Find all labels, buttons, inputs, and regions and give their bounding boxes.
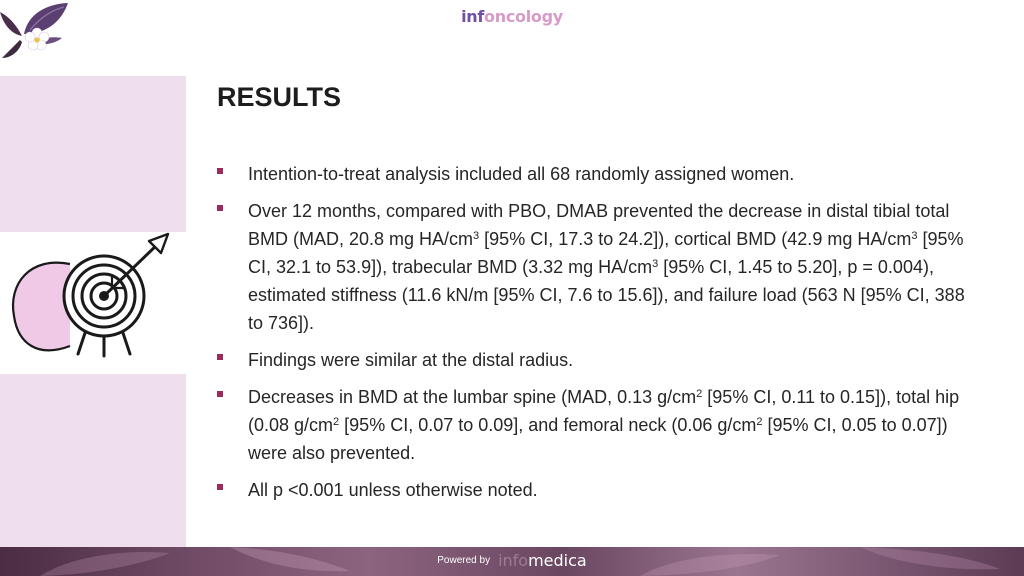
brand-logo [0, 7, 1024, 26]
footer-brand [0, 551, 1024, 571]
bullet-marker-icon [217, 391, 223, 397]
slide-title: RESULTS [217, 82, 342, 112]
footer-brand-prefix: info [498, 551, 529, 570]
text-run: Findings were similar at the distal radius. [248, 350, 574, 370]
results-bullet-list [217, 160, 977, 513]
bullet-marker-icon [217, 484, 223, 490]
archery-target-arrow-icon [8, 226, 178, 372]
bullet-marker-icon [217, 168, 223, 174]
text-run: All p <0.001 unless otherwise noted. [248, 480, 538, 500]
brand-suffix: oncology [484, 7, 563, 26]
superscript: 3 [652, 258, 659, 270]
bullet-marker-icon [217, 354, 223, 360]
bullet-item [217, 160, 977, 188]
text-run: [95% CI, 1.45 to 5.20], p = 0.004), estimated stiffness (11.6 kN/m [95% CI, 7.6 to 15.6]), and failure load (563 N [95% CI, 388 to 736]). [248, 257, 965, 333]
superscript: 2 [333, 416, 340, 428]
text-run: [95% CI, 0.11 to 0.15]), total hip (0.08 g/cm [248, 387, 960, 435]
footer-brand-word: medica [528, 551, 587, 570]
text-run: [95% CI, 0.07 to 0.09], and femoral neck (0.06 g/cm [339, 415, 757, 435]
side-panel-top [0, 76, 186, 232]
bullet-item [217, 383, 977, 467]
text-run: [95% CI, 32.1 to 53.9]), trabecular BMD (3.32 mg HA/cm [248, 229, 964, 277]
text-run: [95% CI, 0.05 to 0.07]) were also prevented. [248, 415, 948, 463]
text-run: Decreases in BMD at the lumbar spine (MAD, 0.13 g/cm [248, 387, 697, 407]
text-run: Over 12 months, compared with PBO, DMAB prevented the decrease in distal tibial total BMD (MAD, 20.8 mg HA/cm [248, 201, 950, 249]
superscript: 3 [911, 230, 918, 242]
text-run: [95% CI, 17.3 to 24.2]), cortical BMD (42.9 mg HA/cm [479, 229, 912, 249]
bullet-text [248, 476, 977, 504]
powered-by-label: Powered by [437, 555, 491, 566]
bullet-item [217, 476, 977, 504]
bullet-text [248, 346, 977, 374]
footer-bar [0, 547, 1024, 576]
bullet-marker-icon [217, 205, 223, 211]
superscript: 2 [756, 416, 763, 428]
brand-prefix: inf [461, 7, 485, 26]
text-run: Intention-to-treat analysis included all 68 randomly assigned women. [248, 164, 795, 184]
bullet-text [248, 383, 977, 467]
side-panel-bottom [0, 374, 186, 547]
superscript: 2 [696, 388, 703, 400]
bullet-text [248, 197, 977, 337]
superscript: 3 [473, 230, 480, 242]
bullet-text [248, 160, 977, 188]
bullet-item [217, 197, 977, 337]
bullet-item [217, 346, 977, 374]
